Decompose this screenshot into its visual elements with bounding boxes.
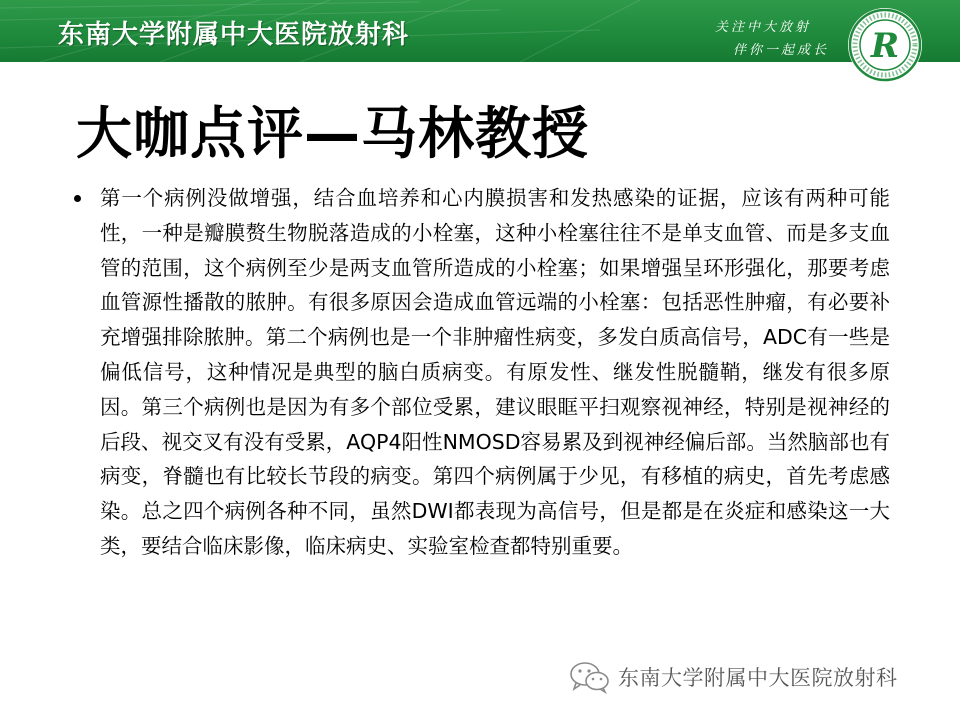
bullet-marker <box>74 195 81 202</box>
hospital-radiology-seal-icon <box>846 6 924 84</box>
wechat-icon <box>568 660 612 694</box>
footer-watermark <box>568 660 898 694</box>
header-slogan-line2: 伴你一起成长 <box>733 43 830 58</box>
logo-letter: R <box>870 26 900 66</box>
footer-watermark-text: 东南大学附属中大医院放射科 <box>618 666 898 690</box>
header-bar <box>0 0 960 62</box>
bullet-paragraph: 第一个病例没做增强，结合血培养和心内膜损害和发热感染的证据，应该有两种可能性，一种是瓣膜赘生物脱落造成的小栓塞，这种小栓塞往往不是单支血管、而是多支血管的范围，这个病例至少是两支血管所造成的小栓塞；如果增强呈环形强化，那要考虑血管源性播散的脓肿。有很多原因会造成血管远端的小栓塞：包括恶性肿瘤，有必要补充增强排除脓肿。第二个病例也是一个非肿瘤性病变，多发白质高信号，ADC有一些是偏低信号，这种情况是典型的脑白质病变。有原发性、继发性脱髓鞘，继发有很多原因。第三个病例也是因为有多个部位受累，建议眼眶平扫观察视神经，特别是视神经的后段、视交叉有没有受累，AQP4阳性NMOSD容易累及到视神经偏后部。当然脑部也有病变，脊髓也有比较长节段的病变。第四个病例属于少见，有移植的病史，首先考虑感染。总之四个病例各种不同，虽然DWI都表现为高信号，但是都是在炎症和感染这一大类，要结合临床影像，临床病史、实验室检查都特别重要。 <box>100 186 890 558</box>
header-slogan-line1: 关注中大放射 <box>715 20 812 35</box>
slide-title: 大咖点评—马林教授 <box>76 102 589 167</box>
header-title: 东南大学附属中大医院放射科 <box>58 20 410 50</box>
